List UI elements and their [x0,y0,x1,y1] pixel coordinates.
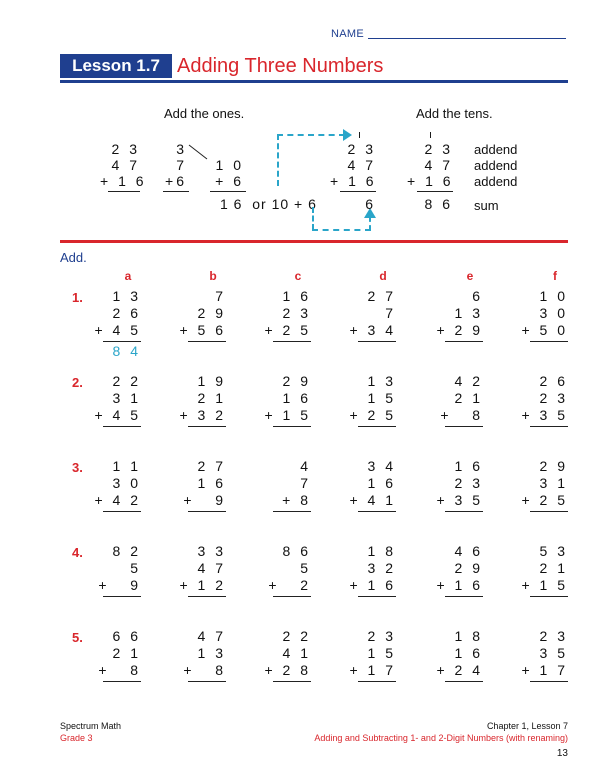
problem-addend: 2 3 [539,628,568,644]
problem-addend-last: + 2 5 [521,492,568,508]
problem-addend: 7 [300,475,311,491]
problem-addend: 3 4 [367,458,396,474]
answer-line[interactable] [103,426,141,427]
answer-line[interactable] [358,596,396,597]
ones-result-2: 4 7 [347,157,376,173]
problem-addend: 2 3 [454,475,483,491]
problem-addend-last: + 1 6 [436,577,483,593]
answer-line[interactable] [530,596,568,597]
footer-chapter: Chapter 1, Lesson 7 [486,721,568,731]
carry-mark-ones: ı [357,129,364,141]
problem-addend: 2 1 [197,390,226,406]
problem-addend-last: + 4 1 [349,492,396,508]
problem-addend-last: + 2 8 [264,662,311,678]
problem-addend-last: + 3 2 [179,407,226,423]
ones-digit-1: 3 [176,141,187,157]
problem-addend: 2 1 [539,560,568,576]
problem-addend: 2 7 [197,458,226,474]
problem-addend-last: + 2 9 [436,322,483,338]
column-letter-f: f [553,269,557,283]
problem-addend-last: + 1 2 [179,577,226,593]
problem-addend: 4 7 [197,628,226,644]
tens-result-3: + 1 6 [407,173,454,189]
problem-addend-last: + 8 [98,662,141,678]
answer-line[interactable] [188,341,226,342]
answer-line[interactable] [103,596,141,597]
problem-addend: 1 3 [454,305,483,321]
footer-grade: Grade 3 [60,733,93,743]
problem-addend-last: + 4 5 [94,407,141,423]
problem-addend-last: + 5 0 [521,322,568,338]
tens-result-underline [417,191,453,192]
ones-arrow-left [312,207,314,230]
problem-addend: 3 0 [539,305,568,321]
problem-addend-last: + 5 6 [179,322,226,338]
problem-addend: 2 9 [282,373,311,389]
ones-arrow-bottom [312,229,371,231]
ones-result-sum: 6 [365,196,376,212]
problem-addend: 8 2 [112,543,141,559]
problem-addend: 1 6 [454,458,483,474]
problem-addend: 2 9 [539,458,568,474]
row-number: 3. [72,460,83,475]
sample-answer: 8 4 [112,343,141,359]
problem-addend: 4 [300,458,311,474]
answer-line[interactable] [445,596,483,597]
answer-line[interactable] [358,511,396,512]
problem-addend: 6 [472,288,483,304]
example-addend-3: + 1 6 [100,173,147,189]
column-letter-d: d [379,269,387,283]
lesson-title: Adding Three Numbers [177,55,384,77]
label-sum: sum [474,198,499,213]
example-addend-1: 2 3 [111,141,140,157]
name-line [368,38,566,39]
row-number: 4. [72,545,83,560]
problem-addend-last: + 2 [268,577,311,593]
answer-line[interactable] [530,341,568,342]
problem-addend: 1 6 [367,475,396,491]
column-letter-a: a [124,269,132,283]
problem-addend: 1 5 [367,645,396,661]
answer-line[interactable] [445,511,483,512]
problem-addend: 1 3 [197,645,226,661]
problem-addend-last: + 9 [98,577,141,593]
problem-addend: 1 3 [112,288,141,304]
problem-addend-last: + 3 4 [349,322,396,338]
problem-addend-last: + 2 5 [264,322,311,338]
row-number: 1. [72,290,83,305]
answer-line[interactable] [530,681,568,682]
answer-line[interactable] [103,341,141,342]
problem-addend: 2 2 [282,628,311,644]
problem-addend: 1 1 [112,458,141,474]
tens-result-2: 4 7 [424,157,453,173]
heading-add-tens: Add the tens. [416,106,493,121]
problem-addend: 3 5 [539,645,568,661]
answer-line[interactable] [530,511,568,512]
heading-add-ones: Add the ones. [164,106,245,121]
ones-result-underline [340,191,376,192]
tens-result-1: 2 3 [424,141,453,157]
problem-addend: 1 6 [197,475,226,491]
problem-addend-last: + 8 [183,662,226,678]
problem-addend-last: + 1 7 [349,662,396,678]
partial-six: + 6 [215,173,244,189]
problem-addend: 6 6 [112,628,141,644]
footer-series: Spectrum Math [60,721,122,731]
problem-addend: 7 [385,305,396,321]
ones-digit-3: +6 [165,173,187,189]
column-letter-c: c [294,269,302,283]
problem-addend-last: + 1 7 [521,662,568,678]
answer-line[interactable] [273,681,311,682]
answer-line[interactable] [358,681,396,682]
problem-addend: 5 [300,560,311,576]
row-number: 5. [72,630,83,645]
page-number: 13 [556,748,568,759]
problem-addend: 4 2 [454,373,483,389]
problem-addend-last: + 4 5 [94,322,141,338]
label-addend-3: addend [474,174,518,189]
instruction-label: Add. [60,250,87,265]
problem-addend: 8 6 [282,543,311,559]
problem-addend: 2 1 [112,645,141,661]
problem-addend: 1 8 [367,543,396,559]
answer-line[interactable] [445,426,483,427]
answer-line[interactable] [273,426,311,427]
problem-addend: 5 [130,560,141,576]
pair-arrow-icon [187,143,209,163]
answer-line[interactable] [530,426,568,427]
answer-line[interactable] [358,426,396,427]
answer-line[interactable] [103,681,141,682]
answer-line[interactable] [445,341,483,342]
problem-addend-last: + 2 5 [349,407,396,423]
problem-addend: 1 6 [282,288,311,304]
problem-addend: 3 0 [112,475,141,491]
tens-result-sum: 8 6 [424,196,453,212]
problem-addend: 2 6 [112,305,141,321]
problem-addend-last: + 3 5 [521,407,568,423]
carry-mark-tens: ı [428,129,435,141]
partial-underline [210,191,246,192]
problem-addend: 4 1 [282,645,311,661]
ones-result-3: + 1 6 [330,173,377,189]
example-underline [108,191,140,192]
lesson-badge: Lesson 1.7 [60,54,172,78]
ones-underline [163,191,189,192]
problem-addend: 1 3 [367,373,396,389]
problem-addend: 2 9 [197,305,226,321]
section-rule [60,240,568,243]
carry-arrow-top [277,134,345,136]
problem-addend: 1 6 [282,390,311,406]
answer-line[interactable] [103,511,141,512]
header-rule [60,80,568,83]
problem-addend-last: + 1 5 [521,577,568,593]
carry-arrow-left [277,134,279,186]
problem-addend-last: + 9 [183,492,226,508]
problem-addend: 2 1 [454,390,483,406]
problem-addend: 2 3 [539,390,568,406]
row-number: 2. [72,375,83,390]
column-letter-e: e [466,269,474,283]
problem-addend: 1 5 [367,390,396,406]
problem-addend: 1 9 [197,373,226,389]
problem-addend-last: + 1 6 [349,577,396,593]
problem-addend-last: + 1 5 [264,407,311,423]
problem-addend: 5 3 [539,543,568,559]
footer-topic: Adding and Subtracting 1- and 2-Digit Numbers (with renaming) [314,733,568,743]
problem-addend: 1 6 [454,645,483,661]
answer-line[interactable] [188,426,226,427]
answer-line[interactable] [273,511,311,512]
problem-addend: 1 8 [454,628,483,644]
problem-addend: 2 2 [112,373,141,389]
problem-addend: 4 7 [197,560,226,576]
example-addend-2: 4 7 [111,157,140,173]
problem-addend: 2 3 [367,628,396,644]
problem-addend-last: + 2 4 [436,662,483,678]
problem-addend: 3 1 [539,475,568,491]
answer-line[interactable] [358,341,396,342]
problem-addend: 7 [215,288,226,304]
problem-addend: 4 6 [454,543,483,559]
problem-addend: 2 9 [454,560,483,576]
partial-sum-text: 1 6 or 10 + 6 [220,196,317,212]
answer-line[interactable] [445,681,483,682]
label-addend-2: addend [474,158,518,173]
answer-line[interactable] [273,341,311,342]
answer-line[interactable] [273,596,311,597]
problem-addend: 2 7 [367,288,396,304]
problem-addend-last: + 8 [282,492,311,508]
problem-addend: 1 0 [539,288,568,304]
problem-addend: 3 2 [367,560,396,576]
answer-line[interactable] [188,681,226,682]
partial-ten: 1 0 [215,157,244,173]
ones-digit-2: 7 [176,157,187,173]
label-addend-1: addend [474,142,518,157]
ones-arrow-right [369,217,371,230]
problem-addend: 3 1 [112,390,141,406]
problem-addend: 2 3 [282,305,311,321]
answer-line[interactable] [188,511,226,512]
problem-addend-last: + 3 5 [436,492,483,508]
name-label: NAME [331,28,364,40]
problem-addend: 3 3 [197,543,226,559]
problem-addend-last: + 8 [440,407,483,423]
problem-addend: 2 6 [539,373,568,389]
ones-result-1: 2 3 [347,141,376,157]
answer-line[interactable] [188,596,226,597]
problem-addend-last: + 4 2 [94,492,141,508]
column-letter-b: b [209,269,217,283]
